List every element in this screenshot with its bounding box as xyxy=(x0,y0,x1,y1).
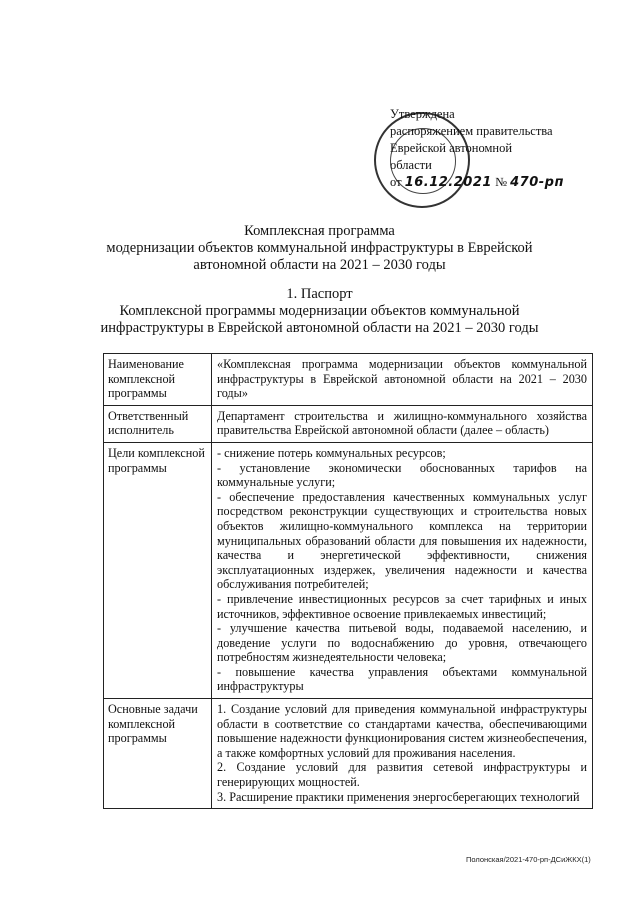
passport-heading-line-1: 1. Паспорт xyxy=(286,286,353,302)
row-label: Основные задачи комплексной программы xyxy=(104,699,212,809)
row-paragraph: 3. Расширение практики применения энергосберегающих технологий xyxy=(217,789,580,804)
approval-line-2: распоряжением правительства xyxy=(390,124,553,138)
row-label: Цели комплексной программы xyxy=(104,442,212,698)
table-row xyxy=(104,442,593,698)
passport-table xyxy=(103,353,593,809)
program-title xyxy=(0,223,639,274)
table-row xyxy=(104,405,593,442)
approval-line-3: Еврейской автономной xyxy=(390,141,513,155)
approval-number: 470-рп xyxy=(510,175,564,190)
passport-heading-line-3: инфраструктуры в Еврейской автономной области на 2021 – 2030 годы xyxy=(100,320,539,336)
row-paragraph: - снижение потерь коммунальных ресурсов; xyxy=(217,445,446,460)
document-footer: Полонская/2021-470-рп-ДСиЖКХ(1) xyxy=(466,855,591,864)
row-paragraph: - установление экономически обоснованных тарифов на коммунальные услуги; xyxy=(217,460,587,490)
approval-block xyxy=(390,106,620,191)
row-label: Наименование комплексной программы xyxy=(104,354,212,406)
passport-heading xyxy=(0,286,639,337)
number-prefix: № xyxy=(495,175,507,189)
program-title-line-3: автономной области на 2021 – 2030 годы xyxy=(193,257,446,273)
table-row xyxy=(104,699,593,809)
approval-date-line xyxy=(390,174,620,191)
table-row xyxy=(104,354,593,406)
row-paragraph: - повышение качества управления объектами коммунальной инфраструктуры xyxy=(217,664,587,694)
row-content xyxy=(212,354,593,406)
row-paragraph: - обеспечение предоставления качественных коммунальных услуг посредством реконструкции существующих и строительства новых объектов жилищно-коммунального комплекса на территории муниципальных образований области для повышения их надежности, качества и энергетической эффективности, снижения эксплуатационных издержек, увеличения надежности и качества обслуживания потребителей; xyxy=(217,489,587,592)
approval-line-4: области xyxy=(390,158,432,172)
row-content xyxy=(212,699,593,809)
approval-date: 16.12.2021 xyxy=(404,175,492,190)
row-paragraph: «Комплексная программа модернизации объектов коммунальной инфраструктуры в Еврейской автономной области на 2021 – 2030 годы» xyxy=(217,357,587,401)
row-paragraph: 2. Создание условий для развития сетевой инфраструктуры и генерирующих мощностей. xyxy=(217,760,587,790)
row-paragraph: - улучшение качества питьевой воды, подаваемой населению, и доведение услуги по водоснабжению до уровня, отвечающего потребностям жизнедеятельности человека; xyxy=(217,621,587,665)
row-content xyxy=(212,442,593,698)
row-paragraph: Департамент строительства и жилищно-коммунального хозяйства правительства Еврейской автономной области (далее – область) xyxy=(217,408,587,438)
approval-line-1: Утверждена xyxy=(390,107,455,121)
row-paragraph: - привлечение инвестиционных ресурсов за счет тарифных и иных источников, эффективное освоение привлекаемых инвестиций; xyxy=(217,591,587,621)
row-paragraph: 1. Создание условий для приведения коммунальной инфраструктуры области в соответствие со стандартами качества, обеспечивающими повышение надежности функционирования систем жизнеобеспечения, а также комфортных условий для проживания населения. xyxy=(217,702,587,760)
row-content xyxy=(212,405,593,442)
program-title-line-2: модернизации объектов коммунальной инфраструктуры в Еврейской xyxy=(106,240,533,256)
date-prefix: от xyxy=(390,175,402,189)
row-label: Ответственный исполнитель xyxy=(104,405,212,442)
program-title-line-1: Комплексная программа xyxy=(244,223,395,239)
passport-heading-line-2: Комплексной программы модернизации объектов коммунальной xyxy=(119,303,520,319)
